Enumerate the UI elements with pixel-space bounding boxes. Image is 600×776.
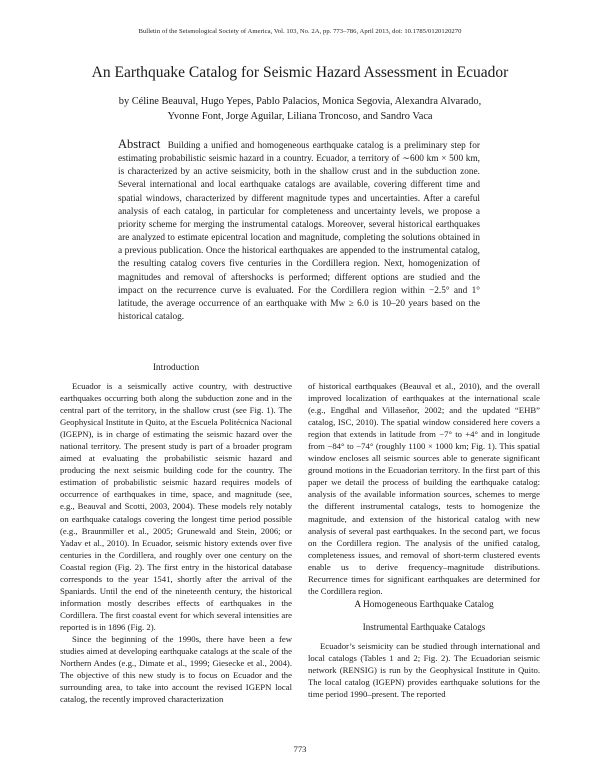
left-paragraph-2: Since the beginning of the 1990s, there have been a few studies aimed at developing earthquake catalogs at the scale of the Northern Andes (e.g., Dimate et al., 1999; Giesecke et al., 2004). The objective of this new study is to focus on Ecuador and the surrounding area, to take into account the revised IGEPN local catalog, the recently improved characterization bbox=[60, 633, 292, 705]
right-paragraph-2: Ecuador’s seismicity can be studied through international and local catalogs (Tables 1 and 2; Fig. 2). The Ecuadorian seismic network (RENSIG) is run by the Geophysical Institute in Quito. The local catalog (IGEPN) provides earthquake solutions for the time period 1990–present. The reported bbox=[308, 641, 540, 700]
author-list bbox=[40, 94, 560, 124]
author-line-1: by Céline Beauval, Hugo Yepes, Pablo Palacios, Monica Segovia, Alexandra Alvarado, bbox=[118, 96, 482, 107]
page-number: 773 bbox=[293, 744, 307, 754]
abstract-text: Building a unified and homogeneous earthquake catalog is a preliminary step for estimating probabilistic seismic hazard in a country. Ecuador, a territory of ∼600 km × 500 km, is characterized by an active seismicity, both in the shallow crust and in the subduction zone. Several international and local earthquake catalogs are available, covering different time and spatial windows, characterized by different magnitude types and uncertainties. After a careful analysis of each catalog, in particular for completeness and uncertainty levels, we propose a priority scheme for merging the instrumental catalogs. Moreover, several historical earthquakes are analyzed to estimate epicentral location and magnitude, completing the solutions obtained in a previous publication. Once the historical earthquakes are appended to the instrumental catalog, the resulting catalog covers five centuries in the Cordillera region. Next, homogenization of magnitudes and removal of aftershocks is performed; different options are studied and the impact on the recurrence curve is evaluated. For the Cordillera region within −2.5° and 1° latitude, the average occurrence of an earthquake with Mw ≥ 6.0 is 10–20 years based on the historical catalog. bbox=[118, 141, 480, 323]
author-line-2: Yvonne Font, Jorge Aguilar, Liliana Troncoso, and Sandro Vaca bbox=[167, 111, 433, 122]
paper-title: An Earthquake Catalog for Seismic Hazard Assessment in Ecuador bbox=[91, 64, 509, 81]
abstract bbox=[118, 138, 480, 324]
section-heading-introduction: Introduction bbox=[152, 363, 200, 373]
running-head: Bulletin of the Seismological Society of America, Vol. 103, No. 2A, pp. 773–786, April 2013, doi: 10.1785/0120120270 bbox=[138, 28, 462, 35]
section-heading-homogeneous-catalog: A Homogeneous Earthquake Catalog bbox=[354, 600, 494, 610]
abstract-label: Abstract bbox=[118, 137, 161, 151]
right-column-bottom bbox=[308, 640, 540, 700]
left-paragraph-1: Ecuador is a seismically active country, with destructive earthquakes occurring both along the subduction zone and in the central part of the territory, in the shallow crust (see Fig. 1). The Geophysical Institute in Quito, at the Escuela Politécnica Nacional (IGEPN), is in charge of estimating the seismic hazard over the national territory. The present study is part of a broader program aimed at evaluating the probabilistic seismic hazard and producing the next seismic building code for the country. The estimation of probabilistic seismic hazard requires models of occurrence of earthquakes in time, space, and magnitude (see, e.g., Beauval and Scotti, 2003, 2004). These models rely notably on earthquake catalogs covering the longest time period possible (e.g., Braunmiller et al., 2005; Grunewald and Stein, 2006; or Yadav et al., 2010). In Ecuador, seismic history extends over five centuries in the Cordillera, and roughly over one century on the Coastal region (Fig. 2). The first entry in the historical database corresponds to the year 1541, shortly after the arrival of the Spaniards. Until the end of the nineteenth century, the historical information mostly describes effects of earthquakes in the Cordillera. The first coastal event for which several intensities are reported is in 1896 (Fig. 2). bbox=[60, 381, 292, 632]
subsection-heading-instrumental: Instrumental Earthquake Catalogs bbox=[362, 622, 486, 632]
right-paragraph-1: of historical earthquakes (Beauval et al., 2010), and the overall improved localization of earthquakes at the international scale (e.g., Engdhal and Villaseñor, 2002; and the updated “EHB” catalog, ISC, 2010). The spatial window considered here covers a region that extends in latitude from −7° to +4° and in longitude from −84° to −74° (roughly 1100 × 1000 km; Fig. 1). This spatial window encloses all seismic sources able to generate significant ground motions in the Ecuadorian territory. In the first part of this paper we detail the process of building the earthquake catalog: analysis of the available information sources, schemes to merge the different instrumental catalogs, tests to homogenize the magnitude, and extension of the historical catalog with new analysis of several past earthquakes. In the second part, we focus on the Cordillera region. The analysis of the unified catalog, completeness issues, and removal of short-term clustered events enable us to derive frequency–magnitude distributions. Recurrence times for significant earthquakes are determined for the Cordillera region. bbox=[308, 381, 540, 596]
right-column-top bbox=[308, 380, 540, 597]
left-column bbox=[60, 380, 292, 705]
